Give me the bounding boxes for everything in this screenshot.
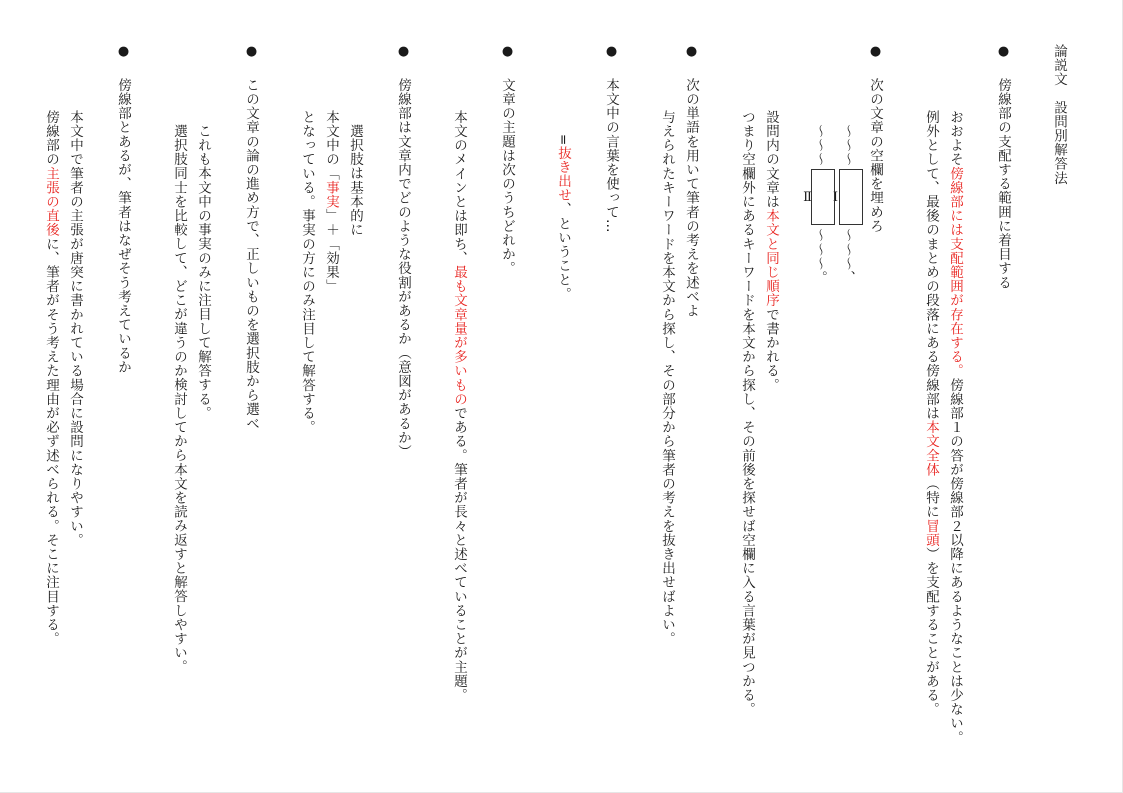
section-5-heading: ● 文章の主題は次のうちどれか。 (495, 44, 519, 764)
section-7-heading: ● この文章の論の進め方で、正しいものを選択肢から選べ (239, 44, 263, 764)
section-1-heading: ● 傍線部の支配する範囲に着目する (991, 44, 1015, 764)
highlight-text: 本文と同じ順序 (763, 208, 779, 308)
highlight-text: 傍線部には支配範囲が存在する。 (947, 166, 963, 378)
section-5-line-1: 本文のメインとは即ち、最も文章量が多いものである。筆者が長々と述べていることが主題。 (451, 110, 467, 703)
section-6-heading: ● 傍線部は文章内でどのような役割があるか（意図があるか） (391, 44, 415, 764)
blank-example-2: 〜〜〜Ⅱ〜〜〜。 (807, 44, 835, 764)
blank-box-1: Ⅰ (839, 169, 863, 225)
blank-box-2: Ⅱ (811, 169, 835, 225)
highlight-text: 主張の直後 (43, 166, 59, 237)
vertical-text-body (39, 44, 1071, 764)
section-8-line-2: 傍線部の主張の直後に、筆者がそう考えた理由が必ず述べられる。そこに注目する。 (43, 110, 59, 646)
document-title: 論説文 設問別解答法 (1051, 44, 1067, 185)
section-4-heading: ● 本文中の言葉を使って… (599, 44, 623, 764)
highlight-text: 抜き出せ (555, 145, 571, 203)
highlight-text: 最も文章量が多いもの (451, 265, 467, 407)
section-2-line-2: つまり空欄外にあるキーワードを本文から探し、その前後を探せば空欄に入る言葉が見つかる。 (739, 110, 755, 717)
section-2-heading: ● 次の文章の空欄を埋めろ (863, 44, 887, 764)
section-6-line-3: となっている。事実の方にのみ注目して解答する。 (299, 110, 315, 435)
section-8-heading: ● 傍線部とあるが、筆者はなぜそう考えているか (111, 44, 135, 764)
highlight-text: 事実 (323, 180, 339, 209)
section-1-line-2: 例外として、最後のまとめの段落にある傍線部は本文全体（特に冒頭）を支配することがある。 (923, 110, 939, 717)
section-6-line-1: 選択肢は基本的に (347, 124, 363, 237)
section-1-line-1: おおよそ傍線部には支配範囲が存在する。傍線部１の答が傍線部２以降にあるようなことは少ない。 (947, 110, 963, 745)
section-3-heading: ● 次の単語を用いて筆者の考えを述べよ (679, 44, 703, 764)
section-4-line-1: =抜き出せ、ということ。 (555, 134, 571, 302)
section-7-line-2: 選択肢同士を比較して、どこが違うのか検討してから本文を読み返すと解答しやすい。 (171, 124, 187, 674)
section-6-line-2: 本文中の「事実」＋「効果」 (323, 110, 339, 294)
section-7-line-1: これも本文中の事実のみに注目して解答する。 (195, 124, 211, 421)
highlight-text: 冒頭 (923, 518, 939, 548)
section-2-line-1: 設問内の文章は本文と同じ順序で書かれる。 (763, 110, 779, 393)
section-8-line-1: 本文中で筆者の主張が唐突に書かれている場合に設問になりやすい。 (67, 110, 83, 548)
blank-example-1: 〜〜〜Ⅰ〜〜〜、 (835, 44, 863, 764)
section-3-line-1: 与えられたキーワードを本文から探し、その部分から筆者の考えを抜き出せばよい。 (659, 110, 675, 646)
highlight-text: 本文全体 (923, 420, 939, 477)
